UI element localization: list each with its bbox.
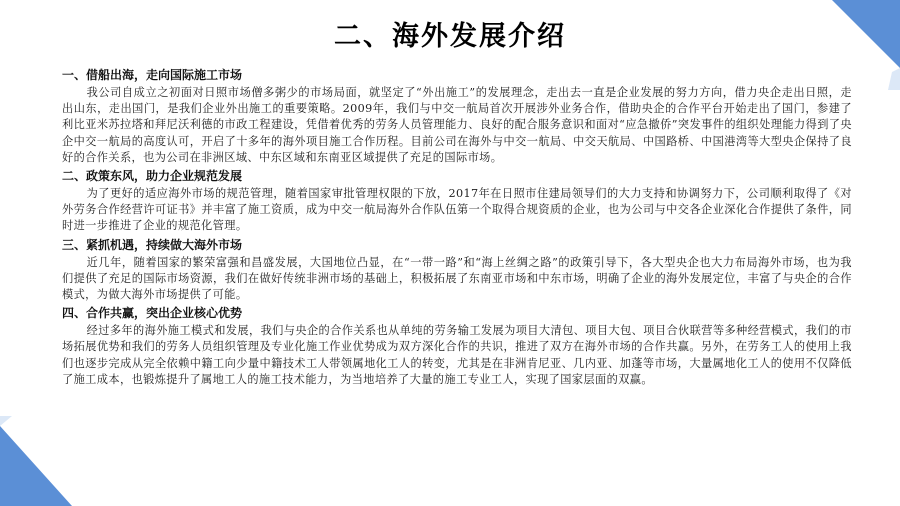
section-2 (62, 167, 852, 235)
section-paragraph: 我公司自成立之初面对日照市场僧多粥少的市场局面，就坚定了“外出施工”的发展理念，走出去一直是企业发展的努力方向，借力央企走出日照，走出山东，走出国门，是我们企业外出施工的重要策略。2009年，我们与中交一航局首次开展涉外业务合作，借助央企的合作平台开始走出了国门，参建了利比亚米苏拉塔和拜尼沃利德的市政工程建设，凭借着优秀的劳务人员管理能力、良好的配合服务意识和面对“应急撤侨”突发事件的组织处理能力得到了央企中交一航局的高度认可，开启了十多年的海外项目施工合作历程。目前公司在海外与中交一航局、中交天航局、中国路桥、中国港湾等大型央企保持了良好的合作关系，也为公司在非洲区域、中东区域和东南亚区域提供了充足的国际市场。 (62, 86, 852, 164)
section-4 (62, 304, 852, 388)
corner-accent-bottom-left (0, 416, 80, 506)
section-1 (62, 66, 852, 166)
section-heading: 四、合作共赢，突出企业核心优势 (62, 306, 243, 321)
section-heading: 三、紧抓机遇，持续做大海外市场 (62, 237, 243, 252)
page-title: 二、海外发展介绍 (334, 21, 566, 52)
document-body (62, 66, 852, 389)
section-paragraph: 为了更好的适应海外市场的规范管理，随着国家审批管理权限的下放，2017年在日照市住建局领导们的大力支持和协调努力下，公司顺利取得了《对外劳务合作经营许可证书》并丰富了施工资质，成为中交一航局海外合作队伍第一个取得合规资质的企业，也为公司与中交各企业深化合作提供了条件，同时进一步推进了企业的规范化管理。 (62, 187, 852, 233)
section-paragraph: 近几年，随着国家的繁荣富强和昌盛发展，大国地位凸显，在“一带一路”和“海上丝绸之路”的政策引导下，各大型央企也大力布局海外市场，也为我们提供了充足的国际市场资源，我们在做好传统非洲市场的基础上，积极拓展了东南亚市场和中东市场，明确了企业的海外发展定位，丰富了与央企的合作模式，为做大海外市场提供了可能。 (62, 255, 852, 302)
section-paragraph: 经过多年的海外施工模式和发展，我们与央企的合作关系也从单纯的劳务输工发展为项目大清包、项目大包、项目合伙联营等多种经营模式，我们的市场拓展优势和我们的劳务人员组织管理及专业化施工作业优势成为双方深化合作的共识，推进了双方在海外市场的合作共赢。另外，在劳务工人的使用上我们也逐步完成从完全依赖中籍工向少量中籍技术工人带领属地化工人的转变，尤其是在非洲肯尼亚、几内亚、加蓬等市场，大量属地化工人的使用不仅降低了施工成本，也锻炼提升了属地工人的施工技术能力，为当地培养了大量的施工专业工人，实现了国家层面的双赢。 (62, 324, 852, 386)
section-heading: 一、借船出海，走向国际施工市场 (62, 68, 243, 82)
section-heading: 二、政策东风，助力企业规范发展 (62, 169, 243, 184)
section-3 (62, 236, 852, 304)
